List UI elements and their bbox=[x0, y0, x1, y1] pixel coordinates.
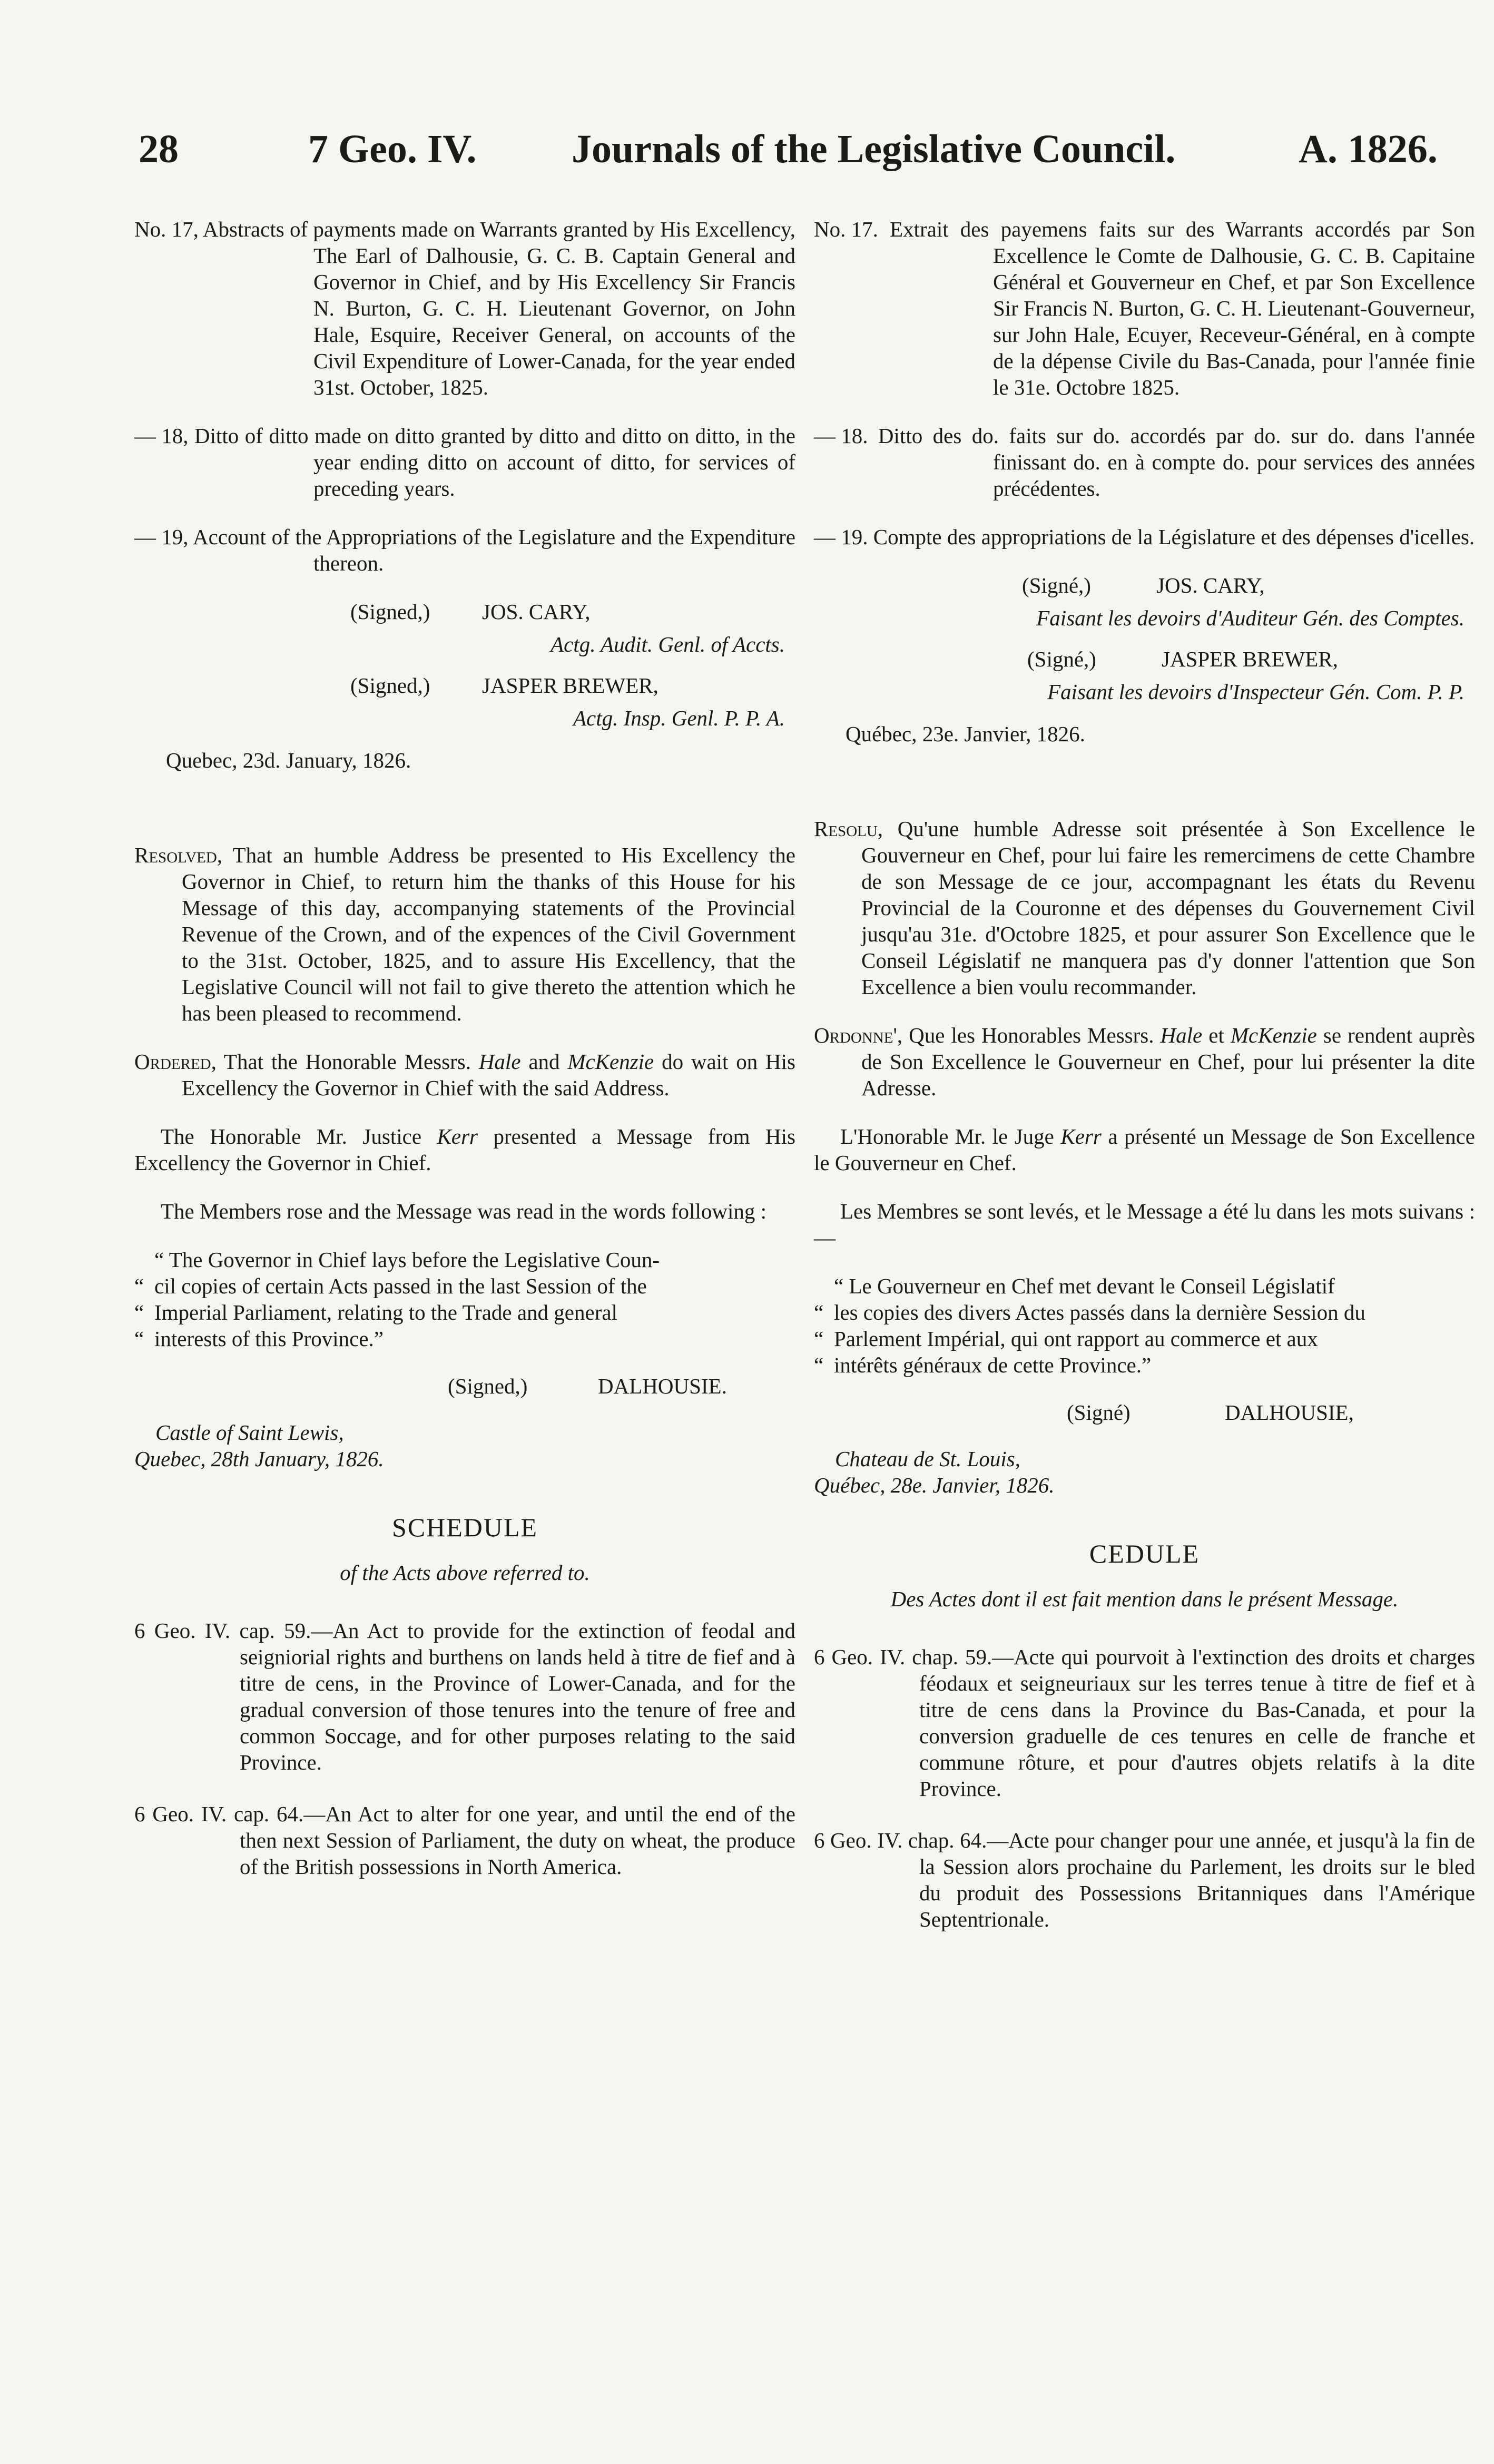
page-number: 28 bbox=[139, 127, 179, 171]
english-column bbox=[134, 216, 795, 1905]
signature-cary: (Signed,) JOS. CARY, bbox=[350, 600, 591, 624]
item-19-fr: — 19. Compte des appropriations de la Législature et des dépenses d'icelles. bbox=[814, 525, 1475, 549]
signature-cary-fr: (Signé,) JOS. CARY, bbox=[1022, 573, 1265, 597]
resolved-paragraph-fr: Resolu, Qu'une humble Adresse soit présentée à Son Excellence le Gouverneur en Chef, pour lui faire les remercimens de cette Chambre de son Message de ce jour, accompagnant les états du Revenu Provincial de la Couronne et des dépenses du Gouvernement Civil jusqu'au 31e. d'Octobre 1825, et pour assurer Son Excellence que le Conseil Législatif ne manquera pas d'y donner l'attention que Son Excellence a bien voulu recommander. bbox=[814, 817, 1475, 999]
ordered-paragraph: Ordered, That the Honorable Messrs. Hale and McKenzie do wait on His Excellency the Governor in Chief with the said Address. bbox=[134, 1049, 795, 1100]
message-quote-fr: “ Le Gouverneur en Chef met devant le Conseil Législatif “ les copies des divers Actes passés dans la dernière Session du “ Parlement Impérial, qui ont rapport au commerce et aux “ intérêts généraux de cette Province.” bbox=[814, 1274, 1365, 1377]
message-intro: The Honorable Mr. Justice Kerr presented a Message from His Excellency the Governor in Chief. bbox=[134, 1124, 795, 1175]
members-rose-fr: Les Membres se sont levés, et le Message a été lu dans les mots suivans :— bbox=[814, 1199, 1475, 1250]
act-64: 6 Geo. IV. cap. 64.—An Act to alter for one year, and until the end of the then next Session of Parliament, the duty on wheat, the produce of the British possessions in North America. bbox=[134, 1802, 796, 1879]
act-59-fr: 6 Geo. IV. chap. 59.—Acte qui pourvoit à l'extinction des droits et charges féodaux et seigneuriaux sur les terres tenue à titre de fief et à titre de cens dans la Province du Bas-Canada, et pour la conversion graduelle de ces tenures en celle de franche et commune rôture, et pour d'autres objets relatifs à la dite Province. bbox=[814, 1645, 1475, 1801]
schedule-title: SCHEDULE bbox=[391, 1513, 538, 1542]
french-column bbox=[814, 216, 1475, 1958]
message-intro-fr: L'Honorable Mr. le Juge Kerr a présenté un Message de Son Excellence le Gouverneur en Chef. bbox=[814, 1124, 1475, 1175]
act-64-fr: 6 Geo. IV. chap. 64.—Acte pour changer pour une année, et jusqu'à la fin de la Session alors prochaine du Parlement, les droits sur le bled du produit des Possessions Britanniques dans l'Amérique Septentrionale. bbox=[814, 1828, 1476, 1931]
act-59: 6 Geo. IV. cap. 59.—An Act to provide for the extinction of feodal and seigniorial rights and burthens on lands held à titre de fief and à titre de cens, in the Province of Lower-Canada, and for the gradual conversion of those tenures into the tenure of free and common Soccage, and for other purposes relating to the said Province. bbox=[134, 1618, 795, 1774]
year-label: A. 1826. bbox=[1299, 127, 1438, 171]
message-quote: “ The Governor in Chief lays before the Legislative Coun- “ cil copies of certain Acts passed in the last Session of the “ Imperial Parliament, relating to the Trade and general “ interests of this Province.” bbox=[134, 1248, 660, 1351]
item-18: — 18, Ditto of ditto made on ditto granted by ditto and ditto on ditto, in the year ending ditto on account of ditto, for services of preceding years. bbox=[134, 424, 795, 500]
item-17: No. 17, Abstracts of payments made on Warrants granted by His Excellency, The Earl of Dalhousie, G. C. B. Captain General and Governor in Chief, and by His Excellency Sir Francis N. Burton, G. C. H. Lieutenant Governor, on John Hale, Esquire, Receiver General, on accounts of the Civil Expenditure of Lower-Canada, for the year ended 31st. October, 1825. bbox=[134, 217, 795, 399]
message-signature: (Signed,) DALHOUSIE. bbox=[448, 1374, 727, 1398]
schedule-subtitle: of the Acts above referred to. bbox=[340, 1560, 590, 1585]
signature-cary-role: Actg. Audit. Genl. of Accts. bbox=[551, 632, 785, 656]
ordered-paragraph-fr: Ordonne', Que les Honorables Messrs. Hale et McKenzie se rendent auprès de Son Excellence le Gouverneur en Chef, pour lui présenter la dite Adresse. bbox=[814, 1023, 1476, 1100]
item-17-fr: No. 17. Extrait des payemens faits sur des Warrants accordés par Son Excellence le Comte de Dalhousie, G. C. B. Capitaine Général et Gouverneur en Chef, et par Son Excellence Sir Francis N. Burton, G. C. H. Lieutenant-Gouverneur, sur John Hale, Ecuyer, Receveur-Général, en à compte de la dépense Civile du Bas-Canada, pour l'année finie le 31e. Octobre 1825. bbox=[814, 217, 1475, 399]
place-line: Castle of Saint Lewis, Quebec, 28th January, 1826. bbox=[134, 1420, 384, 1471]
message-signature-fr: (Signé) DALHOUSIE, bbox=[1067, 1400, 1354, 1425]
schedule-title-fr: CEDULE bbox=[1089, 1539, 1200, 1568]
item-19: — 19, Account of the Appropriations of the Legislature and the Expenditure thereon. bbox=[134, 525, 795, 575]
reign-label: 7 Geo. IV. bbox=[308, 127, 477, 171]
signature-cary-role-fr: Faisant les devoirs d'Auditeur Gén. des Comptes. bbox=[1036, 606, 1464, 630]
item-18-fr: — 18. Ditto des do. faits sur do. accordés par do. sur do. dans l'année finissant do. en à compte do. pour services des années précédentes. bbox=[814, 424, 1475, 500]
signature-brewer: (Signed,) JASPER BREWER, bbox=[350, 673, 658, 698]
signature-brewer-role: Actg. Insp. Genl. P. P. A. bbox=[573, 706, 785, 730]
page-header bbox=[134, 126, 1457, 179]
resolved-paragraph: Resolved, That an humble Address be presented to His Excellency the Governor in Chief, to return him the thanks of this House for his Message of this day, accompanying statements of the Provincial Revenue of the Crown, and of the expences of the Civil Government to the 31st. October, 1825, and to assure His Excellency, that the Legislative Council will not fail to give thereto the attention which he has been pleased to recommend. bbox=[134, 843, 796, 1025]
schedule-subtitle-fr: Des Actes dont il est fait mention dans le présent Message. bbox=[890, 1587, 1399, 1611]
journal-title: Journals of the Legislative Council. bbox=[572, 127, 1176, 171]
date-line: Quebec, 23d. January, 1826. bbox=[166, 748, 411, 772]
date-line-fr: Québec, 23e. Janvier, 1826. bbox=[846, 722, 1085, 746]
signature-brewer-role-fr: Faisant les devoirs d'Inspecteur Gén. Com. P. P. bbox=[1047, 680, 1464, 704]
signature-brewer-fr: (Signé,) JASPER BREWER, bbox=[1027, 647, 1338, 671]
members-rose: The Members rose and the Message was read in the words following : bbox=[161, 1199, 766, 1223]
place-line-fr: Chateau de St. Louis, Québec, 28e. Janvier, 1826. bbox=[814, 1447, 1055, 1497]
